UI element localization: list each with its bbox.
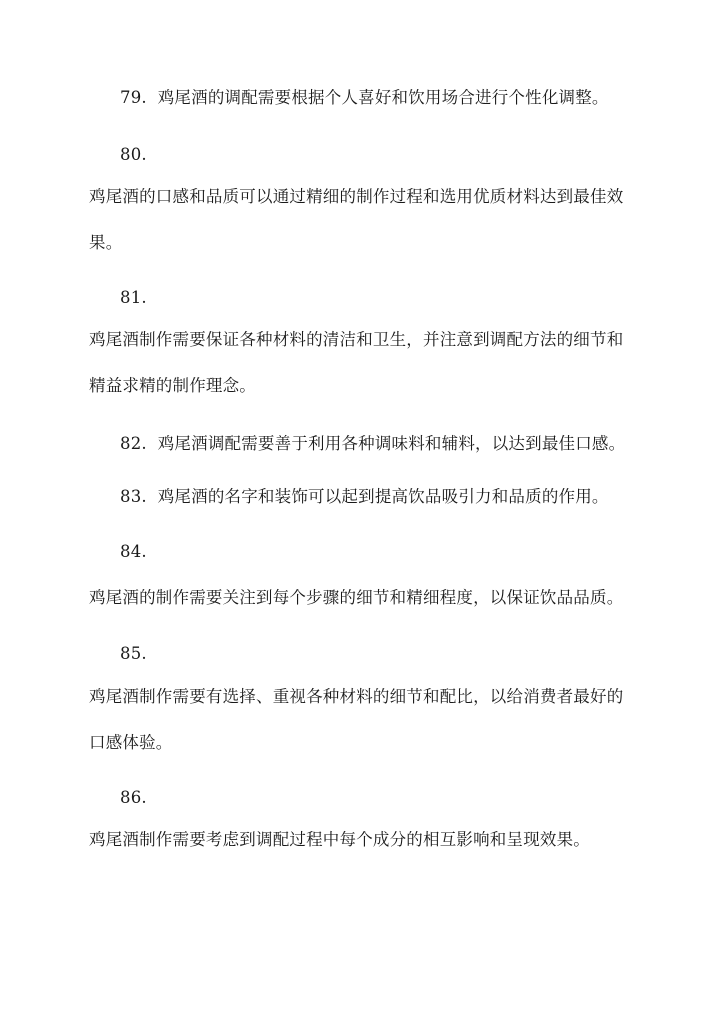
- item-84-text-line-1: 鸡尾酒的制作需要关注到每个步骤的细节和精细程度，以保证饮品品质。: [89, 588, 624, 607]
- item-80-number: 80.: [120, 145, 147, 164]
- item-80-text-line-2: 果。: [89, 233, 123, 252]
- item-83: [120, 487, 609, 507]
- item-number: 83.: [120, 487, 147, 506]
- item-86-text-line-1: 鸡尾酒制作需要考虑到调配过程中每个成分的相互影响和呈现效果。: [89, 830, 590, 849]
- item-84-number: 84.: [120, 542, 147, 561]
- item-81-text-line-1: 鸡尾酒制作需要保证各种材料的清洁和卫生，并注意到调配方法的细节和: [89, 330, 624, 349]
- item-82: [120, 434, 625, 454]
- item-text: 鸡尾酒调配需要善于利用各种调味料和辅料，以达到最佳口感。: [157, 434, 626, 453]
- item-text: 鸡尾酒的调配需要根据个人喜好和饮用场合进行个性化调整。: [157, 88, 609, 107]
- item-79: [120, 88, 609, 108]
- item-81-text-line-2: 精益求精的制作理念。: [89, 376, 256, 395]
- item-85-text-line-2: 口感体验。: [89, 733, 173, 752]
- item-number: 82.: [120, 434, 147, 453]
- item-80-text-line-1: 鸡尾酒的口感和品质可以通过精细的制作过程和选用优质材料达到最佳效: [89, 187, 624, 206]
- item-85-number: 85.: [120, 644, 147, 663]
- item-85-text-line-1: 鸡尾酒制作需要有选择、重视各种材料的细节和配比，以给消费者最好的: [89, 687, 624, 706]
- item-number: 79.: [120, 88, 147, 107]
- item-86-number: 86.: [120, 788, 147, 807]
- item-text: 鸡尾酒的名字和装饰可以起到提高饮品吸引力和品质的作用。: [157, 487, 609, 506]
- item-81-number: 81.: [120, 288, 147, 307]
